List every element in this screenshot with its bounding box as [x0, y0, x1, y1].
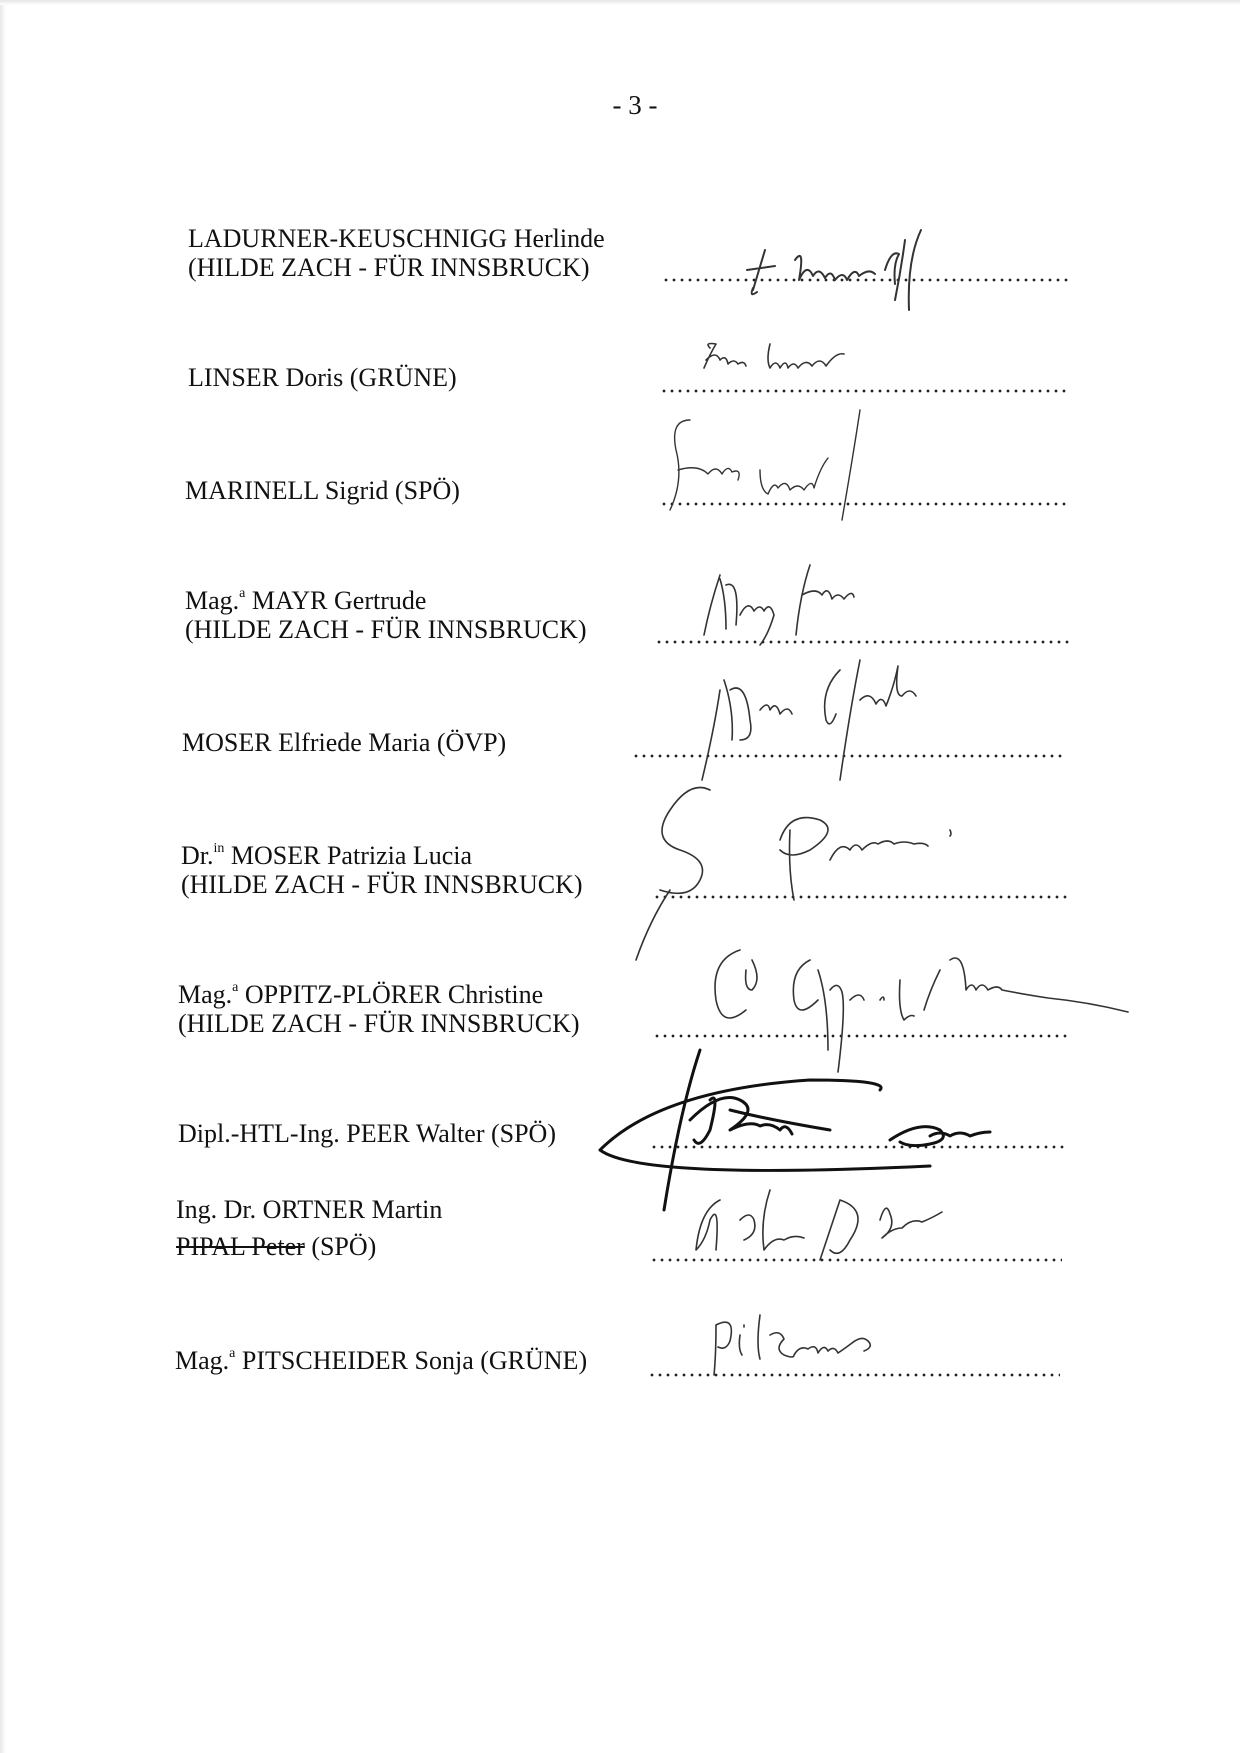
page-number: - 3 - — [612, 90, 658, 120]
signatory-name-line: LINSER Doris (GRÜNE) — [188, 363, 457, 392]
signatory-name-line: Dr.$^{in}$ MOSER Patrizia Lucia — [181, 841, 473, 870]
signatory-party-line: (HILDE ZACH - FÜR INNSBRUCK) — [188, 253, 590, 282]
signatory-name-line: MOSER Elfriede Maria (ÖVP) — [182, 728, 507, 757]
scan-edge-left — [0, 0, 6, 1753]
signatory-name — [178, 980, 580, 1038]
signatory-name-line: Mag.$^a$ PITSCHEIDER Sonja (GRÜNE) — [175, 1346, 588, 1375]
signatory-name — [188, 224, 605, 282]
handwritten-signature-icon — [735, 220, 995, 320]
signatory-name — [178, 1119, 556, 1148]
signatory-name-line: Mag.$^a$ MAYR Gertrude — [185, 586, 427, 615]
handwritten-signature-icon — [690, 555, 910, 655]
handwritten-signature-icon — [690, 330, 950, 390]
signatory-party-line: (HILDE ZACH - FÜR INNSBRUCK) — [185, 615, 587, 644]
signatory-name — [185, 476, 460, 505]
signatory-party-line: PIPAL Peter (SPÖ) — [176, 1232, 377, 1261]
signatory-name — [181, 841, 583, 899]
signatory-name-line: LADURNER-KEUSCHNIGG Herlinde — [188, 224, 605, 253]
signatory-name — [188, 363, 457, 392]
scan-edge-top — [0, 0, 1240, 5]
signatory-name — [176, 1195, 442, 1261]
signatory-name-line: MARINELL Sigrid (SPÖ) — [185, 476, 460, 505]
signatory-party-line: (HILDE ZACH - FÜR INNSBRUCK) — [181, 870, 583, 899]
signatory-name-line: Ing. Dr. ORTNER Martin — [176, 1195, 443, 1224]
handwritten-signature-icon — [660, 400, 930, 530]
handwritten-signature-icon — [700, 1305, 960, 1385]
signatory-name — [175, 1346, 587, 1375]
signatory-name-line: Dipl.-HTL-Ing. PEER Walter (SPÖ) — [178, 1119, 556, 1148]
signatory-party-line: (HILDE ZACH - FÜR INNSBRUCK) — [178, 1009, 580, 1038]
handwritten-signature-icon — [680, 1160, 1020, 1280]
handwritten-signature-icon — [680, 650, 1000, 790]
signatory-name-line: Mag.$^a$ OPPITZ-PLÖRER Christine — [178, 980, 544, 1009]
signatory-name — [182, 728, 506, 757]
signatory-name — [185, 586, 587, 644]
